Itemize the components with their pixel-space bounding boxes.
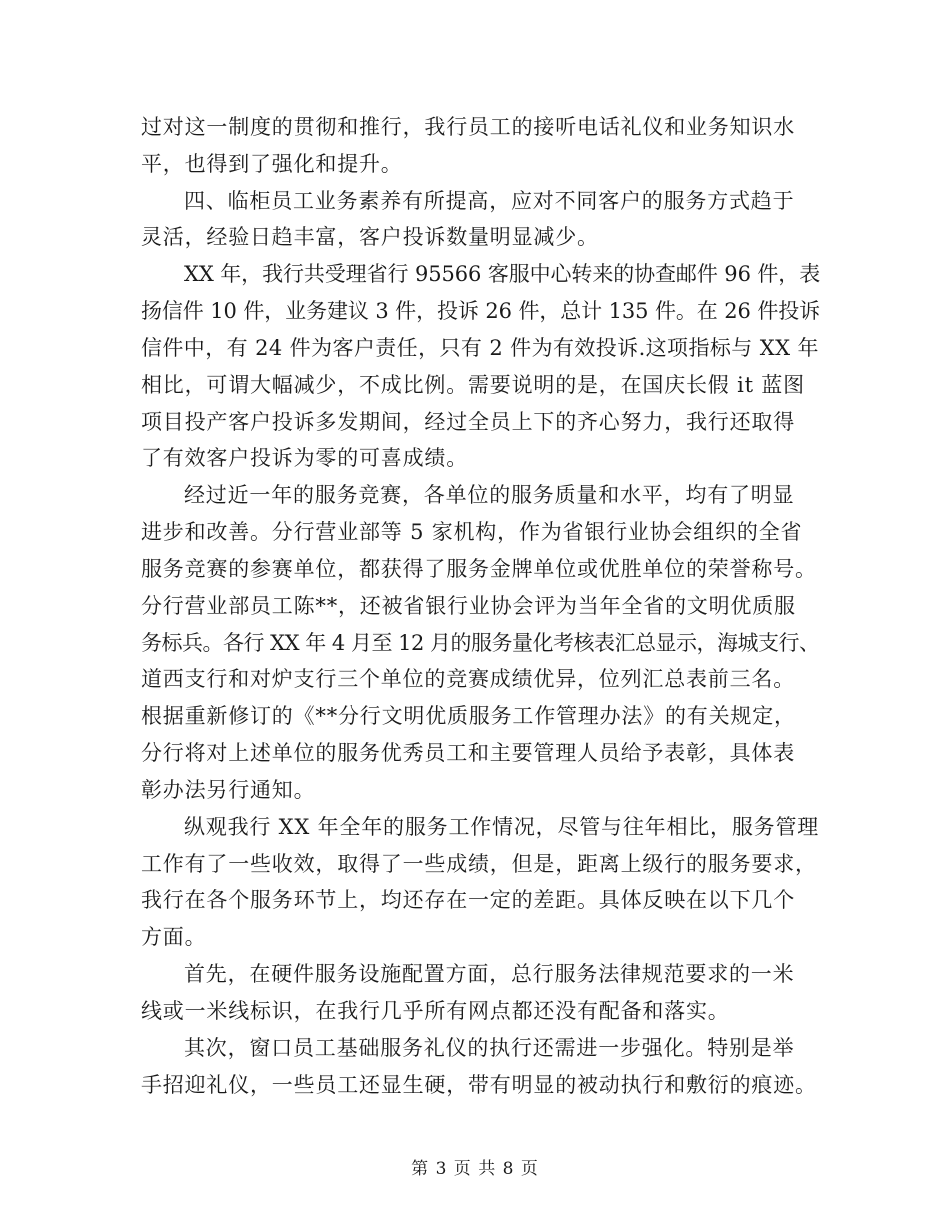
text-line: 信件中，有 24 件为客户责任，只有 2 件为有效投诉.这项指标与 XX 年 — [141, 336, 819, 360]
text-line: 灵活，经验日趋丰富，客户投诉数量明显减少。 — [141, 225, 599, 249]
paragraph-first-line: 首先，在硬件服务设施配置方面，总行服务法律规范要求的一米 — [184, 962, 795, 986]
text-line: 道西支行和对炉支行三个单位的竞赛成绩优异，位列汇总表前三名。 — [141, 667, 795, 691]
text-line: 进步和改善。分行营业部等 5 家机构，作为省银行业协会组织的全省 — [141, 520, 803, 544]
text-line: 我行在各个服务环节上，均还存在一定的差距。具体反映在以下几个 — [141, 888, 795, 912]
paragraph-first-line: 纵观我行 XX 年全年的服务工作情况，尽管与往年相比，服务管理 — [184, 815, 820, 839]
paragraph-first-line: 四、临柜员工业务素养有所提高，应对不同客户的服务方式趋于 — [184, 189, 795, 213]
text-line: 方面。 — [141, 925, 207, 949]
text-line: 服务竞赛的参赛单位，都获得了服务金牌单位或优胜单位的荣誉称号。 — [141, 557, 817, 581]
text-line: 过对这一制度的贯彻和推行，我行员工的接听电话礼仪和业务知识水 — [141, 115, 795, 139]
text-line: 根据重新修订的《**分行文明优质服务工作管理办法》的有关规定， — [141, 704, 796, 728]
text-line: 了有效客户投诉为零的可喜成绩。 — [141, 446, 468, 470]
text-line: 务标兵。各行 XX 年 4 月至 12 月的服务量化考核表汇总显示，海城支行、 — [141, 631, 820, 655]
text-line: 相比，可谓大幅减少，不成比例。需要说明的是，在国庆长假 it 蓝图 — [141, 373, 805, 397]
text-line: 工作有了一些收效，取得了一些成绩，但是，距离上级行的服务要求， — [141, 852, 817, 876]
text-line: 线或一米线标识，在我行几乎所有网点都还没有配备和落实。 — [141, 999, 730, 1023]
text-line: 平，也得到了强化和提升。 — [141, 152, 403, 176]
text-line: 手招迎礼仪，一些员工还显生硬，带有明显的被动执行和敷衍的痕迹。 — [141, 1073, 817, 1097]
page-number-footer: 第 3 页 共 8 页 — [411, 1159, 539, 1179]
text-line: 项目投产客户投诉多发期间，经过全员上下的齐心努力，我行还取得 — [141, 410, 795, 434]
text-line: 彰办法另行通知。 — [141, 778, 316, 802]
paragraph-first-line: XX 年，我行共受理省行 95566 客服中心转来的协查邮件 96 件，表 — [184, 262, 821, 286]
text-line: 扬信件 10 件，业务建议 3 件，投诉 26 件，总计 135 件。在 26 件投诉 — [141, 299, 821, 323]
text-line: 分行将对上述单位的服务优秀员工和主要管理人员给予表彰，具体表 — [141, 741, 795, 765]
paragraph-first-line: 其次，窗口员工基础服务礼仪的执行还需进一步强化。特别是举 — [184, 1036, 795, 1060]
paragraph-first-line: 经过近一年的服务竞赛，各单位的服务质量和水平，均有了明显 — [184, 483, 795, 507]
text-line: 分行营业部员工陈**，还被省银行业协会评为当年全省的文明优质服 — [141, 594, 796, 618]
